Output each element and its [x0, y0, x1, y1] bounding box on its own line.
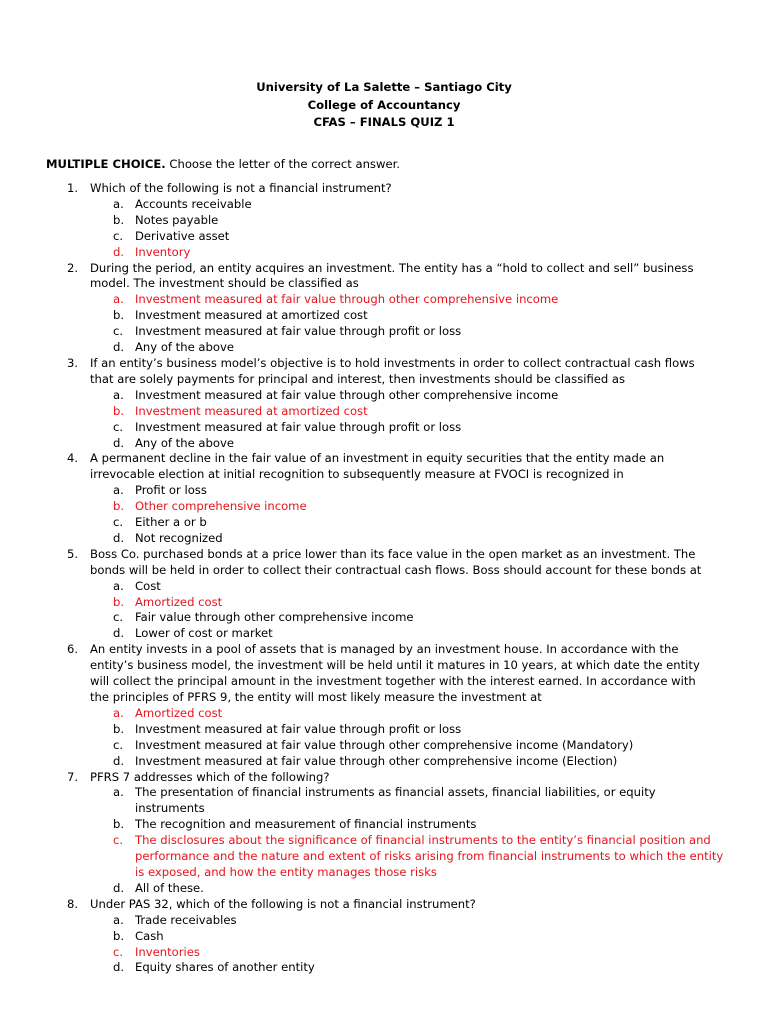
question-text: Boss Co. purchased bonds at a price lower than its face value in the open market as an investment. The bonds will be held in order to collect their contractual cash flows. Boss should account for these bonds at: [90, 546, 702, 577]
option-letter: a.: [113, 578, 124, 593]
answer-option: [90, 929, 725, 945]
question-item: [0, 769, 724, 897]
option-text: Investment measured at fair value through other comprehensive income: [135, 387, 559, 402]
question-text: PFRS 7 addresses which of the following?: [90, 769, 330, 784]
option-text: Other comprehensive income: [135, 499, 307, 514]
option-text: Cost: [135, 578, 161, 593]
option-letter: a.: [113, 387, 124, 402]
option-letter: a.: [113, 483, 124, 498]
option-text: Investment measured at fair value through other comprehensive income: [135, 292, 559, 307]
answer-options: [90, 706, 718, 770]
answer-option: [90, 626, 725, 642]
question-text: Under PAS 32, which of the following is not a financial instrument?: [90, 896, 476, 911]
answer-option: [90, 388, 725, 404]
answer-options: [90, 483, 718, 547]
option-text: Amortized cost: [135, 594, 223, 609]
document-header: [0, 79, 768, 132]
option-text: Lower of cost or market: [135, 626, 273, 641]
answer-options: [90, 913, 718, 977]
question-number: 8.: [67, 896, 79, 911]
answer-options: [90, 292, 718, 356]
option-letter: b.: [113, 308, 125, 323]
answer-option: [90, 610, 725, 626]
answer-option: [90, 324, 725, 340]
answer-option: [90, 308, 725, 324]
correct-answer-option: [90, 706, 725, 722]
answer-option: [90, 579, 725, 595]
correct-answer-option: [90, 245, 725, 261]
option-text: Investment measured at amortized cost: [135, 308, 368, 323]
option-letter: a.: [113, 785, 124, 800]
answer-option: [90, 213, 725, 229]
option-text: Derivative asset: [135, 228, 230, 243]
instructions-text: Choose the letter of the correct answer.: [165, 157, 400, 171]
option-letter: c.: [113, 737, 124, 752]
option-text: The disclosures about the significance of financial instruments to the entity’s financial position and performance and the nature and extent of risks arising from financial instruments to which the entity is exposed, and how the entity manages those risks: [135, 833, 724, 879]
answer-option: [90, 420, 725, 436]
option-letter: a.: [113, 705, 124, 720]
question-text: An entity invests in a pool of assets that is managed by an investment house. In accordance with the entity’s business model, the investment will be held until it matures in 10 years, at which date the entity will collect the principal amount in the investment together with the interest earned. In accordance with the principles of PFRS 9, the entity will most likely measure the investment at: [90, 642, 700, 704]
answer-option: [90, 436, 725, 452]
answer-option: [90, 515, 725, 531]
answer-option: [90, 340, 725, 356]
option-text: Profit or loss: [135, 483, 207, 498]
option-text: Inventory: [135, 244, 191, 259]
question-item: [0, 261, 718, 356]
option-letter: b.: [113, 499, 125, 514]
question-number: 5.: [67, 546, 79, 561]
option-letter: a.: [113, 292, 124, 307]
option-text: Cash: [135, 928, 164, 943]
answer-option: [90, 738, 725, 754]
answer-option: [90, 229, 725, 245]
option-letter: d.: [113, 530, 125, 545]
option-letter: d.: [113, 244, 125, 259]
option-letter: b.: [113, 928, 125, 943]
question-number: 4.: [67, 451, 79, 466]
question-text: Which of the following is not a financial instrument?: [90, 181, 392, 195]
question-number: 3.: [67, 355, 79, 370]
answer-option: [90, 483, 725, 499]
option-letter: d.: [113, 435, 125, 450]
option-letter: b.: [113, 594, 125, 609]
question-text: If an entity’s business model’s objective is to hold investments in order to collect contractual cash flows that are solely payments for principal and interest, then investments should be classified as: [90, 355, 695, 386]
option-text: Equity shares of another entity: [135, 960, 315, 975]
option-letter: c.: [113, 610, 124, 625]
answer-option: [90, 913, 725, 929]
option-letter: c.: [113, 324, 124, 339]
option-letter: c.: [113, 833, 124, 848]
quiz-title: CFAS – FINALS QUIZ 1: [313, 115, 455, 129]
option-letter: d.: [113, 340, 125, 355]
option-letter: d.: [113, 960, 125, 975]
option-letter: a.: [113, 196, 124, 211]
question-number: 6.: [67, 642, 79, 657]
option-text: Investment measured at fair value through other comprehensive income (Election): [135, 753, 618, 768]
answer-option: [90, 785, 725, 817]
answer-option: [90, 754, 725, 770]
college-name: College of Accountancy: [307, 97, 461, 112]
question-list: [0, 181, 768, 976]
option-letter: b.: [113, 817, 125, 832]
option-letter: b.: [113, 403, 125, 418]
question-number: 1.: [67, 181, 79, 195]
correct-answer-option: [90, 499, 725, 515]
option-text: Not recognized: [135, 530, 223, 545]
option-text: Amortized cost: [135, 705, 223, 720]
question-text: During the period, an entity acquires an investment. The entity has a “hold to collect and sell” business model. The investment should be classified as: [90, 260, 694, 291]
option-text: Fair value through other comprehensive income: [135, 610, 414, 625]
option-letter: c.: [113, 515, 124, 530]
option-text: All of these.: [135, 880, 204, 895]
option-letter: a.: [113, 912, 124, 927]
option-letter: c.: [113, 228, 124, 243]
answer-option: [90, 197, 725, 213]
instructions-label: MULTIPLE CHOICE.: [46, 157, 166, 171]
answer-option: [90, 531, 725, 547]
correct-answer-option: [90, 292, 725, 308]
correct-answer-option: [90, 833, 725, 881]
answer-option: [90, 817, 725, 833]
answer-options: [90, 197, 718, 261]
option-text: Investment measured at fair value through other comprehensive income (Mandatory): [135, 737, 634, 752]
answer-options: [90, 785, 724, 896]
option-text: Investment measured at fair value through profit or loss: [135, 324, 462, 339]
option-text: The presentation of financial instruments as financial assets, financial liabilities, or equity instruments: [135, 785, 656, 816]
question-item: [0, 181, 718, 261]
option-text: Trade receivables: [135, 912, 237, 927]
question-item: [0, 897, 718, 977]
question-number: 2.: [67, 260, 79, 275]
option-letter: c.: [113, 419, 124, 434]
option-text: Inventories: [135, 944, 200, 959]
university-name: University of La Salette – Santiago City: [256, 80, 512, 94]
instructions: [46, 157, 400, 173]
correct-answer-option: [90, 404, 725, 420]
option-letter: d.: [113, 626, 125, 641]
option-text: Any of the above: [135, 435, 234, 450]
option-letter: d.: [113, 753, 125, 768]
question-item: [0, 451, 718, 546]
option-letter: b.: [113, 721, 125, 736]
question-item: [0, 642, 718, 769]
question-item: [0, 547, 718, 642]
question-number: 7.: [67, 769, 79, 784]
correct-answer-option: [90, 945, 725, 961]
option-text: Notes payable: [135, 212, 219, 227]
answer-option: [90, 960, 725, 976]
option-text: Either a or b: [135, 515, 207, 530]
option-text: Any of the above: [135, 340, 234, 355]
answer-option: [90, 722, 725, 738]
option-letter: b.: [113, 212, 125, 227]
option-letter: c.: [113, 944, 124, 959]
answer-options: [90, 579, 718, 643]
option-text: The recognition and measurement of financial instruments: [135, 817, 477, 832]
question-item: [0, 356, 718, 451]
option-letter: d.: [113, 880, 125, 895]
correct-answer-option: [90, 595, 725, 611]
answer-options: [90, 388, 718, 452]
option-text: Investment measured at fair value through profit or loss: [135, 419, 462, 434]
option-text: Investment measured at amortized cost: [135, 403, 368, 418]
option-text: Accounts receivable: [135, 196, 252, 211]
question-text: A permanent decline in the fair value of an investment in equity securities that the entity made an irrevocable election at initial recognition to subsequently measure at FVOCI is recognized in: [90, 451, 665, 482]
option-text: Investment measured at fair value through profit or loss: [135, 721, 462, 736]
answer-option: [90, 881, 725, 897]
